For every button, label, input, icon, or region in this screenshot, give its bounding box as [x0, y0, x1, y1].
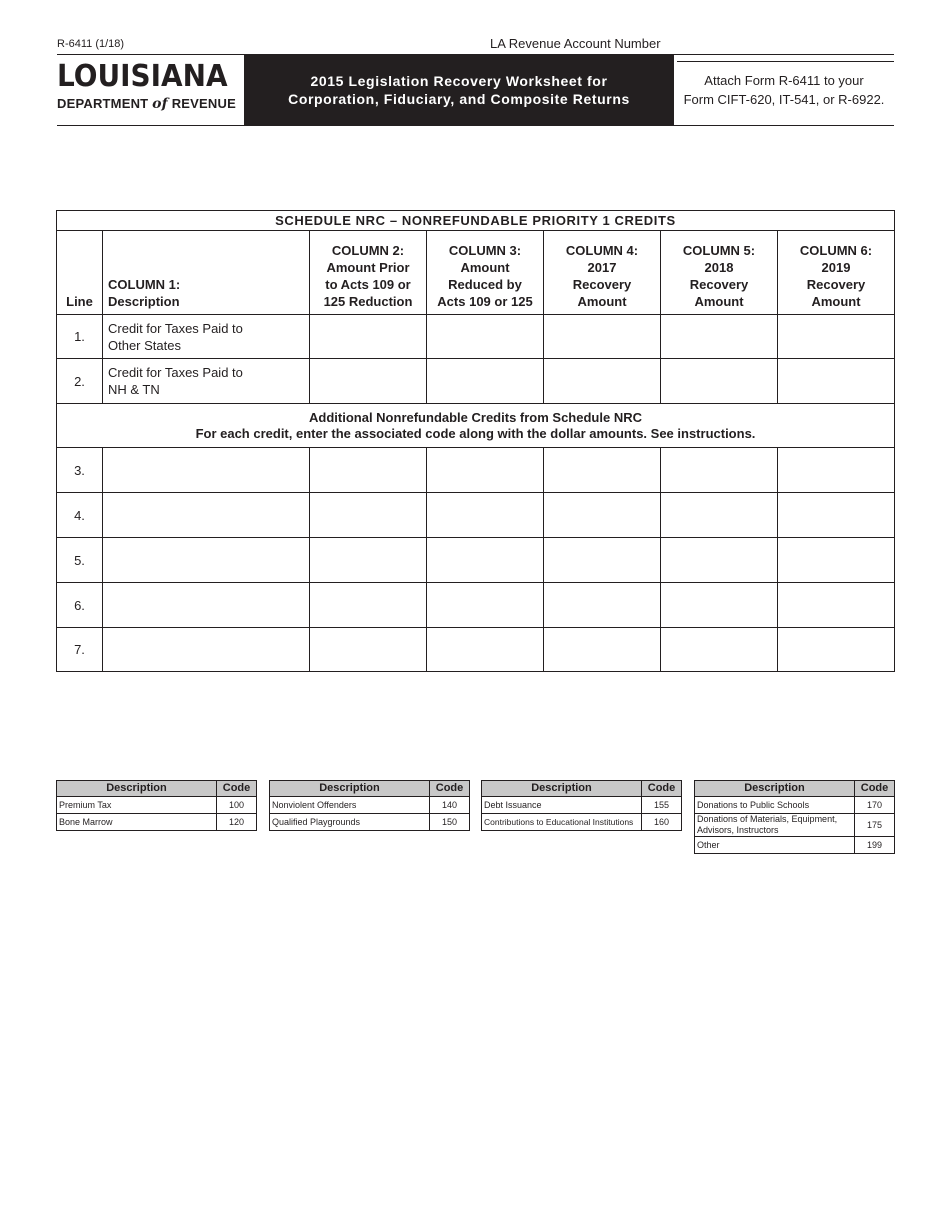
- col4-header-l1: COLUMN 4:: [565, 243, 639, 258]
- attach-instructions: [674, 55, 894, 125]
- col4-header-l3: Recovery: [572, 277, 632, 292]
- amount-field[interactable]: [310, 359, 427, 404]
- line-number: 5.: [57, 538, 103, 583]
- table-row: [57, 538, 895, 583]
- line-description: [103, 359, 310, 404]
- table-row: [57, 359, 895, 404]
- code-table-header-description: Description: [270, 781, 430, 797]
- col3-header: [427, 231, 544, 315]
- code-table-header-description: Description: [695, 781, 855, 797]
- amount-field[interactable]: [544, 315, 661, 359]
- line-number: 3.: [57, 448, 103, 493]
- table-row: [57, 628, 895, 672]
- amount-field[interactable]: [778, 359, 895, 404]
- amount-field[interactable]: [427, 628, 544, 672]
- code-value: 120: [217, 814, 257, 831]
- code-table-header-description: Description: [57, 781, 217, 797]
- additional-credits-title: Additional Nonrefundable Credits from Schedule NRC: [309, 409, 642, 425]
- additional-credits-instructions: For each credit, enter the associated code along with the dollar amounts. See instructions.: [195, 425, 756, 441]
- code-table-header-code: Code: [855, 781, 895, 797]
- col1-header: [103, 231, 310, 315]
- col2-header-l3: to Acts 109 or: [325, 277, 411, 292]
- col5-header-l2: 2018: [704, 260, 734, 275]
- amount-field[interactable]: [310, 583, 427, 628]
- col5-header-l1: COLUMN 5:: [682, 243, 756, 258]
- schedule-title: SCHEDULE NRC – NONREFUNDABLE PRIORITY 1 CREDITS: [57, 211, 895, 231]
- list-item: [270, 797, 470, 814]
- header-rule-bottom: [57, 125, 894, 126]
- amount-field[interactable]: [544, 583, 661, 628]
- ldr-logo: [57, 60, 242, 112]
- amount-field[interactable]: [427, 315, 544, 359]
- code-table-header-code: Code: [642, 781, 682, 797]
- form-title: [244, 55, 674, 125]
- description-field[interactable]: [103, 448, 310, 493]
- amount-field[interactable]: [427, 538, 544, 583]
- amount-field[interactable]: [544, 448, 661, 493]
- amount-field[interactable]: [310, 315, 427, 359]
- amount-field[interactable]: [661, 493, 778, 538]
- col3-header-l4: Acts 109 or 125: [437, 294, 533, 309]
- col4-header: [544, 231, 661, 315]
- amount-field[interactable]: [544, 493, 661, 538]
- code-description: Bone Marrow: [57, 814, 217, 831]
- amount-field[interactable]: [310, 493, 427, 538]
- line-description-l2: NH & TN: [108, 382, 160, 397]
- description-field[interactable]: [103, 583, 310, 628]
- col5-header: [661, 231, 778, 315]
- additional-credits-note: [57, 404, 895, 448]
- line-number: 7.: [57, 628, 103, 672]
- table-row: [57, 583, 895, 628]
- amount-field[interactable]: [427, 359, 544, 404]
- amount-field[interactable]: [778, 315, 895, 359]
- code-table-3: [481, 780, 682, 831]
- code-table-header-code: Code: [217, 781, 257, 797]
- code-table-2: [269, 780, 470, 831]
- line-description-l1: Credit for Taxes Paid to: [108, 320, 243, 336]
- list-item: [695, 797, 895, 814]
- line-number: 1.: [57, 315, 103, 359]
- list-item: [695, 837, 895, 854]
- col1-header-l1: COLUMN 1:: [108, 277, 181, 292]
- list-item: [482, 814, 682, 831]
- code-value: 160: [642, 814, 682, 831]
- col1-header-l2: Description: [108, 294, 180, 309]
- logo-state: LOUISIANA: [57, 59, 228, 94]
- code-description: [695, 814, 855, 837]
- col5-header-l3: Recovery: [689, 277, 749, 292]
- description-field[interactable]: [103, 493, 310, 538]
- code-value: 155: [642, 797, 682, 814]
- code-description: Premium Tax: [57, 797, 217, 814]
- code-description: Other: [695, 837, 855, 854]
- code-description: Nonviolent Offenders: [270, 797, 430, 814]
- code-value: 175: [855, 814, 895, 837]
- list-item: [695, 814, 895, 837]
- attach-line2: Form CIFT-620, IT-541, or R-6922.: [683, 92, 885, 107]
- amount-field[interactable]: [661, 538, 778, 583]
- code-table-header-description: Description: [482, 781, 642, 797]
- amount-field[interactable]: [778, 628, 895, 672]
- col6-header-l1: COLUMN 6:: [799, 243, 873, 258]
- code-table-header-code: Code: [430, 781, 470, 797]
- line-description-l2: Other States: [108, 337, 181, 353]
- code-value: 140: [430, 797, 470, 814]
- form-title-line1: 2015 Legislation Recovery Worksheet for: [310, 73, 608, 89]
- col6-header: [778, 231, 895, 315]
- line-number: 2.: [57, 359, 103, 404]
- table-row: [57, 315, 895, 359]
- code-value: 199: [855, 837, 895, 854]
- list-item: [270, 814, 470, 831]
- amount-field[interactable]: [778, 448, 895, 493]
- logo-of-word: of: [152, 96, 168, 112]
- logo-revenue-word: REVENUE: [171, 96, 236, 111]
- logo-department: [57, 96, 242, 112]
- col2-header-l4: 125 Reduction: [323, 294, 413, 309]
- col6-header-l4: Amount: [811, 294, 861, 309]
- schedule-nrc-table: [56, 210, 895, 672]
- list-item: [57, 814, 257, 831]
- code-description: Qualified Playgrounds: [270, 814, 430, 831]
- code-description: Debt Issuance: [482, 797, 642, 814]
- amount-field[interactable]: [778, 583, 895, 628]
- col3-header-l1: COLUMN 3:: [448, 243, 522, 258]
- line-number: 4.: [57, 493, 103, 538]
- code-description: Contributions to Educational Institutions: [482, 814, 642, 831]
- amount-field[interactable]: [427, 448, 544, 493]
- line-description: [103, 315, 310, 359]
- amount-field[interactable]: [544, 538, 661, 583]
- col3-header-l2: Amount: [460, 260, 510, 275]
- col6-header-l2: 2019: [821, 260, 851, 275]
- amount-field[interactable]: [427, 583, 544, 628]
- col2-header: [310, 231, 427, 315]
- col3-header-l3: Reduced by: [448, 277, 522, 292]
- amount-field[interactable]: [661, 315, 778, 359]
- code-table-1: [56, 780, 257, 831]
- code-value: 150: [430, 814, 470, 831]
- col2-header-l2: Amount Prior: [326, 260, 410, 275]
- list-item: [482, 797, 682, 814]
- list-item: [57, 797, 257, 814]
- form-title-line2: Corporation, Fiduciary, and Composite Returns: [288, 91, 630, 107]
- code-value: 100: [217, 797, 257, 814]
- logo-dept-word: DEPARTMENT: [57, 96, 149, 111]
- amount-field[interactable]: [310, 538, 427, 583]
- table-row: [57, 493, 895, 538]
- amount-field[interactable]: [310, 628, 427, 672]
- form-id: R-6411 (1/18): [57, 38, 125, 50]
- amount-field[interactable]: [661, 359, 778, 404]
- col4-header-l4: Amount: [577, 294, 627, 309]
- col2-header-l1: COLUMN 2:: [331, 243, 405, 258]
- col6-header-l3: Recovery: [806, 277, 866, 292]
- code-description-l1: Donations of Materials, Equipment,: [697, 814, 838, 824]
- amount-field[interactable]: [778, 538, 895, 583]
- amount-field[interactable]: [310, 448, 427, 493]
- amount-field[interactable]: [661, 583, 778, 628]
- col4-header-l2: 2017: [587, 260, 617, 275]
- amount-field[interactable]: [544, 628, 661, 672]
- amount-field[interactable]: [778, 493, 895, 538]
- code-value: 170: [855, 797, 895, 814]
- line-description-l1: Credit for Taxes Paid to: [108, 365, 243, 380]
- col-line-header: Line: [57, 231, 103, 315]
- account-number-label: LA Revenue Account Number: [490, 36, 661, 51]
- amount-field[interactable]: [661, 448, 778, 493]
- code-description: Donations to Public Schools: [695, 797, 855, 814]
- line-number: 6.: [57, 583, 103, 628]
- table-row: [57, 448, 895, 493]
- code-table-4: [694, 780, 895, 854]
- description-field[interactable]: [103, 538, 310, 583]
- amount-field[interactable]: [544, 359, 661, 404]
- code-description-l2: Advisors, Instructors: [697, 825, 779, 835]
- amount-field[interactable]: [427, 493, 544, 538]
- col5-header-l4: Amount: [694, 294, 744, 309]
- description-field[interactable]: [103, 628, 310, 672]
- amount-field[interactable]: [661, 628, 778, 672]
- attach-line1: Attach Form R-6411 to your: [704, 73, 864, 88]
